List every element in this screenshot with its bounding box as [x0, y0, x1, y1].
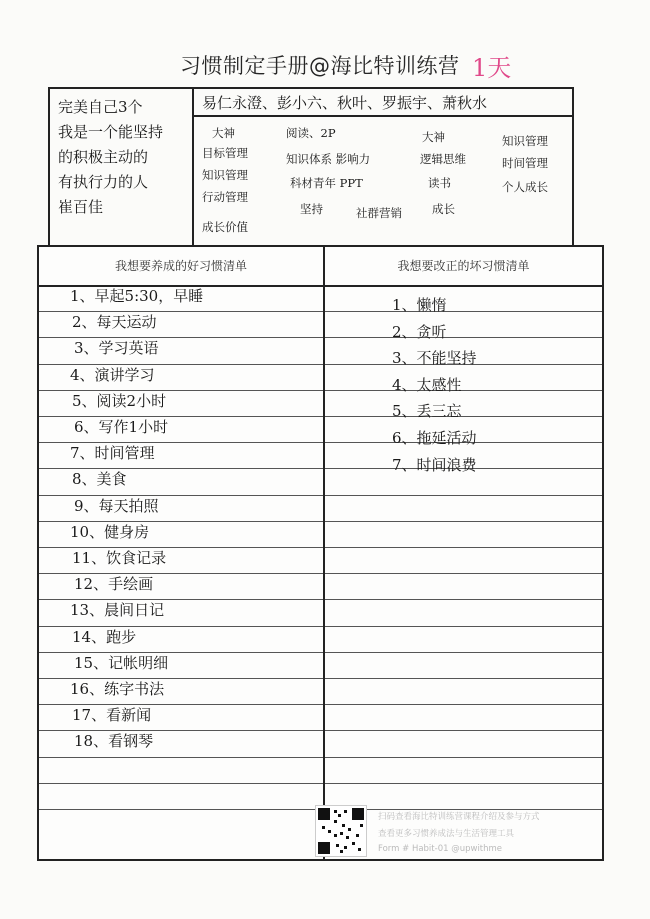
- skill-label: 大神: [422, 130, 445, 144]
- skill-label: 阅读、2P: [286, 126, 336, 140]
- qr-cell: [356, 834, 359, 837]
- good-habit-item: 11、饮食记录: [72, 549, 167, 567]
- skill-label: 知识管理: [502, 134, 548, 148]
- qr-cell: [358, 848, 361, 851]
- lists-divider: [323, 247, 325, 859]
- intro-box: [48, 87, 574, 249]
- good-habit-item: 2、每天运动: [72, 313, 157, 332]
- motto-line: 完美自己3个: [58, 98, 143, 116]
- bad-habit-item: 6、拖延活动: [392, 429, 477, 447]
- qr-cell: [340, 832, 343, 835]
- good-habit-item: 15、记帐明细: [74, 653, 169, 672]
- intro-divider-horizontal: [194, 115, 572, 117]
- qr-cell: [334, 820, 337, 823]
- bad-habit-item: 1、懒惰: [392, 296, 447, 314]
- good-habit-item: 4、演讲学习: [70, 365, 155, 384]
- qr-cell: [334, 834, 337, 837]
- skill-label: 科材青年 PPT: [290, 176, 363, 190]
- ruled-line: [39, 783, 323, 784]
- skill-label: 社群营销: [356, 206, 402, 220]
- ruled-line: [325, 757, 602, 758]
- qr-cell: [336, 844, 339, 847]
- good-habit-item: 18、看钢琴: [74, 732, 154, 751]
- skill-label: 行动管理: [202, 190, 248, 204]
- footer-line: 扫码查看海比特训练营课程介绍及参与方式: [378, 812, 540, 822]
- good-habit-item: 7、时间管理: [70, 444, 155, 463]
- good-habit-item: 10、健身房: [70, 522, 150, 541]
- ruled-line: [39, 757, 323, 758]
- good-habit-item: 9、每天拍照: [74, 496, 159, 515]
- qr-cell: [340, 850, 343, 853]
- good-habit-item: 1、早起5:30，早睡: [70, 287, 204, 305]
- good-habits-header: 我想要养成的好习惯清单: [114, 259, 247, 273]
- ruled-line: [325, 678, 602, 679]
- personal-motto: [58, 95, 190, 220]
- qr-cell: [344, 846, 347, 849]
- good-habit-item: 16、练字书法: [70, 680, 165, 698]
- skill-label: 时间管理: [502, 156, 548, 170]
- skill-label: 成长: [432, 202, 455, 216]
- motto-line: 我是一个能坚持: [58, 123, 164, 141]
- skill-label: 目标管理: [202, 146, 248, 160]
- ruled-line: [325, 416, 602, 417]
- good-habit-item: 6、写作1小时: [74, 418, 169, 436]
- bad-habit-item: 5、丢三忘: [392, 402, 462, 421]
- ruled-line: [325, 521, 602, 522]
- qr-cell: [334, 810, 337, 813]
- ruled-line: [325, 390, 602, 391]
- ruled-line: [325, 337, 602, 338]
- qr-cell: [352, 842, 355, 845]
- motto-line: 有执行力的人: [58, 173, 149, 191]
- ruled-line: [325, 704, 602, 705]
- good-habit-item: 12、手绘画: [74, 575, 154, 594]
- ruled-line: [325, 547, 602, 548]
- qr-cell: [348, 828, 351, 831]
- skill-label: 成长价值: [202, 220, 248, 234]
- qr-cell: [328, 830, 331, 833]
- skill-label: 大神: [212, 126, 235, 140]
- good-habit-item: 3、学习英语: [74, 339, 159, 358]
- qr-cell: [342, 824, 345, 827]
- ruled-line: [325, 495, 602, 496]
- footer-line: 查看更多习惯养成法与生活管理工具: [378, 829, 515, 839]
- qr-cell: [352, 808, 364, 820]
- skill-label: 知识管理: [202, 168, 248, 182]
- qr-cell: [338, 814, 341, 817]
- qr-cell: [344, 810, 347, 813]
- bad-habit-item: 3、不能坚持: [392, 349, 477, 368]
- qr-cell: [346, 836, 349, 839]
- motto-line: 崔百佳: [58, 198, 104, 216]
- ruled-line: [325, 730, 602, 731]
- ruled-line: [39, 809, 323, 810]
- ruled-line: [325, 783, 602, 784]
- ruled-line: [325, 311, 602, 312]
- skill-label: 逻辑思维: [420, 152, 466, 166]
- skill-label: 知识体系 影响力: [286, 152, 371, 166]
- good-habit-item: 8、美食: [72, 470, 127, 489]
- footer-line: Form # Habit-01 @upwithme: [378, 844, 503, 854]
- good-habit-item: 13、晨间日记: [70, 601, 165, 620]
- good-habit-item: 5、阅读2小时: [72, 391, 167, 410]
- good-habit-item: 14、跑步: [72, 627, 137, 646]
- handwritten-day-note: 1天: [472, 54, 512, 82]
- bad-habit-item: 4、太感性: [392, 375, 462, 394]
- bad-habits-header: 我想要改正的坏习惯清单: [397, 259, 530, 273]
- page-title: 习惯制定手册@海比特训练营: [180, 54, 460, 78]
- qr-cell: [360, 824, 363, 827]
- qr-code-icon: [315, 805, 367, 857]
- qr-cell: [318, 808, 330, 820]
- motto-line: 的积极主动的: [58, 148, 149, 166]
- skill-label: 个人成长: [502, 180, 548, 194]
- bad-habit-item: 2、贪听: [392, 322, 447, 341]
- bad-habit-item: 7、时间浪费: [392, 455, 477, 474]
- qr-cell: [322, 826, 325, 829]
- ruled-line: [325, 599, 602, 600]
- intro-divider-vertical: [192, 89, 194, 247]
- ruled-line: [325, 652, 602, 653]
- skill-label: 坚持: [300, 202, 323, 216]
- good-habit-item: 17、看新闻: [72, 706, 152, 725]
- skill-label: 读书: [428, 176, 451, 190]
- ruled-line: [325, 285, 602, 287]
- ruled-line: [325, 626, 602, 627]
- mentor-list: 易仁永澄、彭小六、秋叶、罗振宇、萧秋水: [202, 94, 488, 112]
- qr-cell: [318, 842, 330, 854]
- ruled-line: [325, 573, 602, 574]
